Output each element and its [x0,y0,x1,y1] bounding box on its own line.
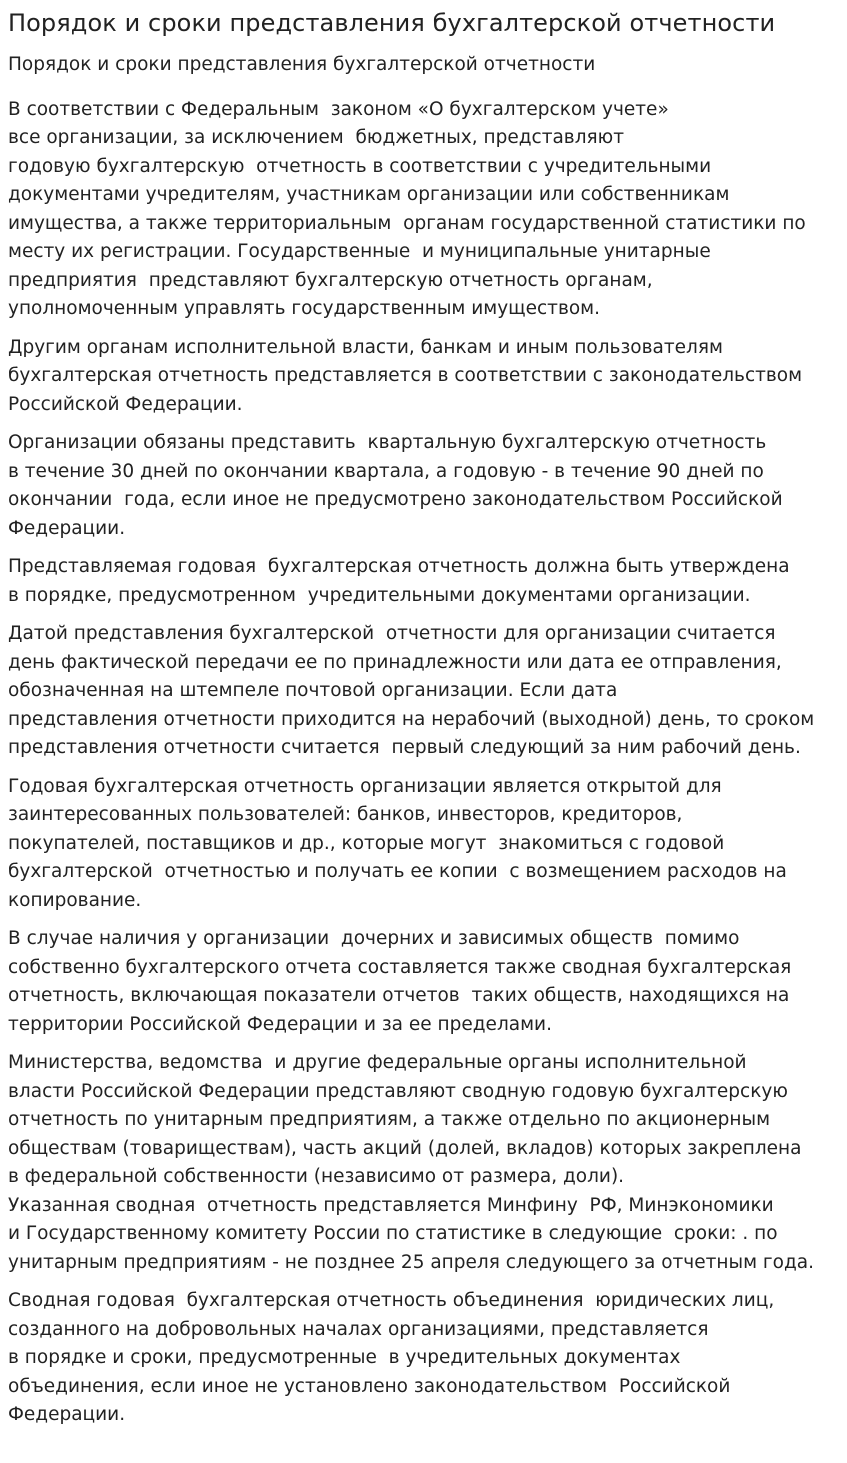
text-line: собственно бухгалтерского отчета составляется также сводная бухгалтерская [8,956,792,978]
text-line: день фактической передачи ее по принадлежности или дата ее отправления, [8,651,782,673]
paragraph [8,429,839,543]
text-line: заинтересованных пользователей: банков, инвесторов, кредиторов, [8,804,683,825]
text-line: покупателей, поставщиков и др., которые могут знакомиться с годовой [8,832,725,854]
paragraph [8,1049,839,1277]
text-line: Федерации. [8,1404,126,1425]
text-line: Российской Федерации. [8,393,243,415]
text-line: обществам (товариществам), часть акций (долей, вкладов) которых закреплена [8,1137,802,1159]
text-line: Датой представления бухгалтерской отчетности для организации считается [8,623,776,644]
text-line: территории Российской Федерации и за ее пределами. [8,1013,552,1035]
text-line: Другим органам исполнительной власти, банкам и иным пользователям [8,336,723,358]
text-line: власти Российской Федерации представляют сводную годовую бухгалтерскую [8,1080,788,1102]
text-line: отчетность, включающая показатели отчетов таких обществ, находящихся на [8,985,790,1006]
text-line: бухгалтерской отчетностью и получать ее копии с возмещением расходов на [8,861,787,882]
text-line: документами учредителям, участникам организации или собственникам [8,184,730,205]
text-line: отчетность по унитарным предприятиям, а также отдельно по акционерным [8,1109,771,1130]
text-line: копирование. [8,889,142,911]
paragraph [8,96,839,324]
text-line: в порядке и сроки, предусмотренные в учредительных документах [8,1347,681,1368]
text-line: Годовая бухгалтерская отчетность организации является открытой для [8,775,722,797]
text-line: Указанная сводная отчетность представляется Минфину РФ, Минэкономики [8,1194,774,1216]
text-line: в федеральной собственности (независимо от размера, доли). [8,1166,625,1187]
text-line: В случае наличия у организации дочерних и зависимых обществ помимо [8,928,740,949]
text-line: предприятия представляют бухгалтерскую отчетность органам, [8,269,653,291]
text-line: представления отчетности считается первый следующий за ним рабочий день. [8,737,801,758]
text-line: годовую бухгалтерскую отчетность в соответствии с учредительными [8,155,712,177]
text-line: обозначенная на штемпеле почтовой организации. Если дата [8,680,618,701]
document-subtitle: Порядок и сроки представления бухгалтерской отчетности [8,54,596,75]
paragraph [8,925,839,1039]
text-line: объединения, если иное не установлено законодательством Российской [8,1375,731,1397]
document-body [8,96,839,1430]
text-line: созданного на добровольных началах организациями, представляется [8,1318,709,1340]
text-line: и Государственному комитету России по статистике в следующие сроки: . по [8,1223,778,1244]
text-line: все организации, за исключением бюджетных, представляют [8,127,625,148]
paragraph [8,620,839,763]
text-line: Организации обязаны представить квартальную бухгалтерскую отчетность [8,432,767,453]
text-line: Представляемая годовая бухгалтерская отчетность должна быть утверждена [8,556,790,577]
text-line: В соответствии с Федеральным законом «О бухгалтерском учете» [8,98,669,120]
text-line: Федерации. [8,517,126,539]
page-title: Порядок и сроки представления бухгалтерской отчетности [8,9,776,37]
text-line: окончании года, если иное не предусмотрено законодательством Российской [8,489,783,510]
paragraph [8,334,839,420]
text-line: в порядке, предусмотренном учредительными документами организации. [8,584,751,606]
text-line: в течение 30 дней по окончании квартала, а годовую - в течение 90 дней по [8,460,764,482]
text-line: уполномоченным управлять государственным имуществом. [8,298,600,319]
text-line: представления отчетности приходится на нерабочий (выходной) день, то сроком [8,708,815,730]
text-line: бухгалтерская отчетность представляется в соответствии с законодательством [8,365,803,386]
paragraph [8,1287,839,1430]
text-line: месту их регистрации. Государственные и муниципальные унитарные [8,241,711,262]
text-line: унитарным предприятиям - не позднее 25 апреля следующего за отчетным года. [8,1251,814,1273]
paragraph [8,773,839,916]
text-line: имущества, а также территориальным органам государственной статистики по [8,212,806,234]
text-line: Сводная годовая бухгалтерская отчетность объединения юридических лиц, [8,1290,775,1311]
text-line: Министерства, ведомства и другие федеральные органы исполнительной [8,1052,747,1073]
paragraph [8,553,839,610]
